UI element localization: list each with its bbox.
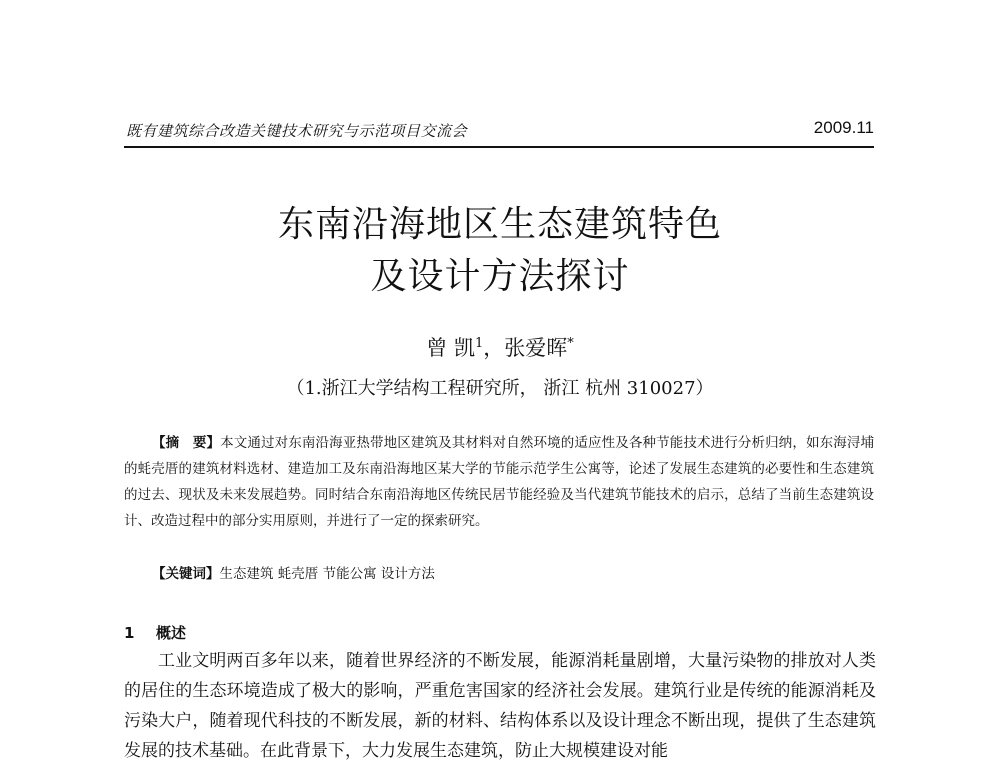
section-title: 概述 — [156, 624, 187, 642]
issue-date: 2009.11 — [813, 118, 874, 137]
paper-title-line-1: 东南沿海地区生态建筑特色 — [277, 204, 722, 245]
author-list — [0, 332, 1000, 362]
author-2: 张爱晖 — [504, 336, 568, 360]
keywords-text: 生态建筑 蚝壳厝 节能公寓 设计方法 — [219, 566, 435, 582]
section-heading — [124, 622, 186, 643]
journal-name: 既有建筑综合改造关键技术研究与示范项目交流会 — [126, 122, 468, 140]
keywords — [152, 562, 872, 582]
abstract — [124, 430, 874, 534]
abstract-text: 本文通过对东南沿海亚热带地区建筑及其材料对自然环境的适应性及各种节能技术进行分析归纳，如东海浔埔的蚝壳厝的建筑材料选材、建造加工及东南沿海地区某大学的节能示范学生公寓等，论述了发展生态建筑的必要性和生态建筑的过去、现状及未来发展趋势。同时结合东南沿海地区传统民居节能经验及当代建筑节能技术的启示，总结了当前生态建筑设计、改造过程中的部分实用原则，并进行了一定的探索研究。 — [124, 435, 874, 529]
author-1: 曾 凯 — [426, 336, 475, 360]
author-1-affil-mark: 1 — [474, 336, 484, 351]
paper-title-line-2: 及设计方法探讨 — [370, 256, 630, 297]
abstract-label: 【摘 要】 — [152, 435, 221, 451]
corresponding-mark: * — [567, 336, 574, 351]
author-separator: ， — [483, 336, 505, 360]
running-header — [124, 118, 874, 148]
keywords-label: 【关键词】 — [152, 566, 220, 582]
section-number: 1 — [124, 624, 135, 642]
body-paragraph: 工业文明两百多年以来，随着世界经济的不断发展，能源消耗量剧增，大量污染物的排放对人类的居住的生态环境造成了极大的影响，严重危害国家的经济社会发展。建筑行业是传统的能源消耗及污染大户，随着现代科技的不断发展，新的材料、结构体系以及设计理念不断出现，提供了生态建筑发展的技术基础。在此背景下，大力发展生态建筑，防止大规模建设对能 — [124, 651, 876, 761]
affiliation: （1.浙江大学结构工程研究所， 浙江 杭州 310027） — [286, 378, 714, 399]
